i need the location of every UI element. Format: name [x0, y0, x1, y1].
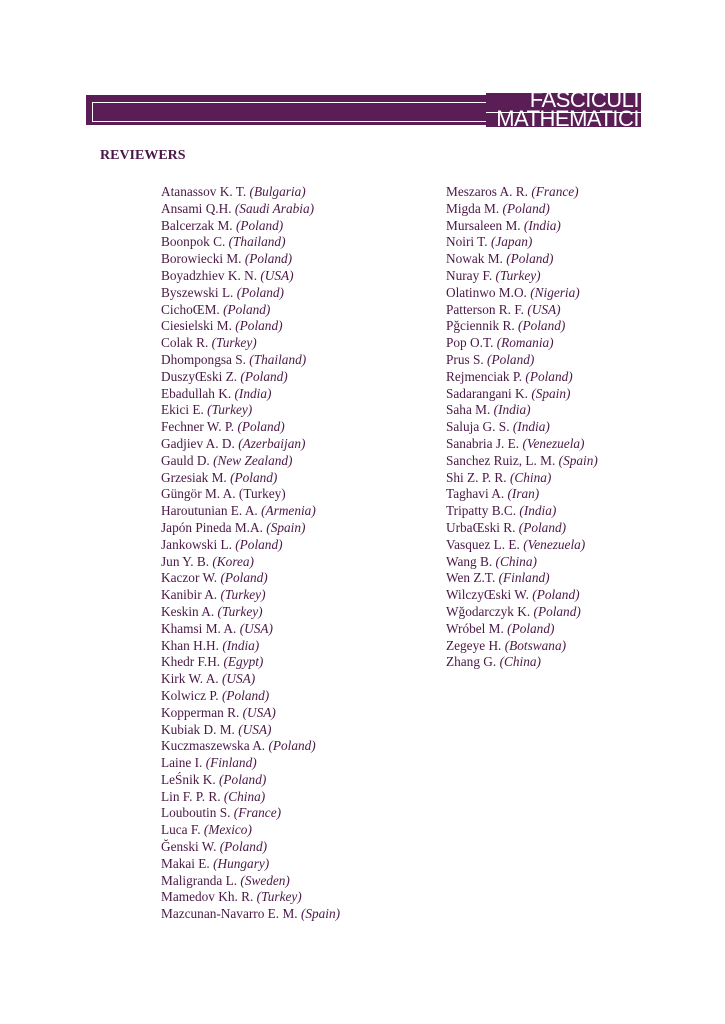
reviewer-country: (Venezuela): [523, 536, 586, 552]
reviewer-entry: [161, 436, 340, 453]
banner-inner-frame: [92, 102, 517, 122]
reviewer-name: Wğodarczyk K.: [446, 603, 531, 619]
reviewer-name: Sadarangani K.: [446, 385, 528, 401]
reviewer-country: (Japan): [490, 234, 533, 250]
reviewer-entry: [161, 604, 340, 621]
reviewer-entry: [446, 251, 598, 268]
reviewer-country: (India): [519, 503, 557, 519]
reviewer-entry: [161, 738, 340, 755]
reviewer-name: Boonpok C.: [161, 234, 226, 250]
reviewer-name: Taghavi A.: [446, 486, 505, 502]
reviewer-entry: [161, 268, 340, 285]
reviewer-name: Kirk W. A.: [161, 671, 219, 687]
reviewer-entry: [161, 638, 340, 655]
reviewer-name: Ciesielski M.: [161, 318, 232, 334]
reviewer-country: (Azerbaijan): [238, 435, 306, 451]
reviewer-name: Maligranda L.: [161, 872, 238, 888]
reviewer-name: Wang B.: [446, 553, 493, 569]
journal-logo: [486, 87, 641, 131]
reviewer-country: (USA): [238, 721, 272, 737]
reviewer-name: Mazcunan-Navarro E. M.: [161, 906, 298, 922]
reviewer-entry: [161, 335, 340, 352]
reviewer-country: (Spain): [558, 452, 598, 468]
reviewer-name: Tripatty B.C.: [446, 503, 517, 519]
reviewer-name: Keskin A.: [161, 603, 215, 619]
reviewer-name: Ekici E.: [161, 402, 204, 418]
reviewer-country: (Spain): [531, 385, 571, 401]
reviewer-name: Jun Y. B.: [161, 553, 210, 569]
reviewer-name: Kolwicz P.: [161, 687, 219, 703]
reviewer-country: (Korea): [212, 553, 254, 569]
reviewer-entry: [161, 873, 340, 890]
reviewer-name: Saha M.: [446, 402, 491, 418]
reviewer-entry: [161, 503, 340, 520]
reviewer-country: (Poland): [220, 570, 268, 586]
reviewer-country: (USA): [239, 620, 273, 636]
reviewer-name: Ansami Q.H.: [161, 200, 232, 216]
reviewer-country: (Poland): [235, 318, 283, 334]
reviewer-entry: [161, 805, 340, 822]
reviewer-entry: [161, 386, 340, 403]
reviewer-country: (Poland): [525, 368, 573, 384]
reviewer-entry: [161, 218, 340, 235]
reviewer-name: Meszaros A. R.: [446, 184, 528, 199]
reviewer-country: (Mexico): [203, 822, 252, 838]
reviewer-entry: [161, 486, 340, 503]
reviewer-entry: [446, 201, 598, 218]
reviewer-country: (China): [499, 654, 541, 670]
reviewer-entry: [161, 587, 340, 604]
reviewer-name: Migda M.: [446, 200, 500, 216]
reviewer-entry: [446, 654, 598, 671]
reviewer-entry: [161, 906, 340, 923]
reviewer-entry: [161, 537, 340, 554]
reviewer-entry: [446, 218, 598, 235]
reviewer-country: (Poland): [506, 251, 554, 267]
reviewer-entry: [161, 755, 340, 772]
reviewer-entry: [161, 789, 340, 806]
reviewer-country: (Poland): [502, 200, 550, 216]
reviewer-country: (Turkey): [207, 402, 253, 418]
reviewer-entry: [161, 839, 340, 856]
reviewer-entry: [446, 638, 598, 655]
reviewer-entry: [161, 234, 340, 251]
reviewer-country: (India): [512, 419, 550, 435]
reviewer-country: (Turkey): [495, 267, 541, 283]
reviewer-country: (Botswana): [504, 637, 567, 653]
reviewer-country: (Poland): [268, 738, 316, 754]
reviewer-country: (Poland): [230, 469, 278, 485]
reviewer-name: Byszewski L.: [161, 284, 234, 300]
reviewer-name: Kanibir A.: [161, 587, 218, 603]
reviewer-name: Haroutunian E. A.: [161, 503, 258, 519]
reviewer-name: Pop O.T.: [446, 335, 494, 351]
reviewer-country: (Poland): [221, 687, 270, 703]
reviewer-entry: [446, 318, 598, 335]
reviewer-name: Grzesiak M.: [161, 469, 227, 485]
reviewer-entry: [446, 184, 598, 201]
reviewer-entry: [161, 621, 340, 638]
reviewer-entry: [446, 302, 598, 319]
reviewer-name: Gadjiev A. D.: [161, 435, 235, 451]
reviewer-country: (India): [493, 402, 531, 418]
reviewer-entry: [446, 268, 598, 285]
reviewer-name: Wen Z.T.: [446, 570, 496, 586]
reviewer-country: (Saudi Arabia): [234, 200, 315, 216]
reviewer-name: Rejmenciak P.: [446, 368, 523, 384]
reviewer-country: (Poland): [532, 587, 580, 603]
reviewer-country: (Finland): [205, 755, 257, 771]
reviewer-name: LeŚnik K.: [161, 771, 216, 787]
reviewer-name: Balcerzak M.: [161, 217, 233, 233]
reviewer-country: (USA): [221, 671, 256, 687]
reviewer-country: (Nigeria): [530, 284, 580, 300]
reviewer-country: (Thailand): [249, 351, 307, 367]
reviewer-country: (New Zealand): [213, 452, 293, 468]
reviewer-name: Makai E.: [161, 855, 210, 871]
reviewer-country: (Spain): [266, 519, 306, 535]
reviewer-country: (Romania): [496, 335, 554, 351]
reviewer-entry: [161, 570, 340, 587]
reviewer-entry: [446, 520, 598, 537]
reviewer-name: Gauld D.: [161, 452, 210, 468]
reviewer-country: (Hungary): [213, 855, 270, 871]
reviewer-entry: [446, 419, 598, 436]
reviewer-name: Sanabria J. E.: [446, 435, 520, 451]
reviewer-country: (France): [233, 805, 282, 821]
reviewer-name: CichoŒM.: [161, 301, 220, 317]
reviewer-entry: [446, 587, 598, 604]
reviewer-name: Saluja G. S.: [446, 419, 510, 435]
reviewer-entry: [161, 184, 340, 201]
reviewer-entry: [446, 604, 598, 621]
reviewer-entry: [161, 520, 340, 537]
reviewer-country: (Poland): [236, 284, 284, 300]
reviewer-name: Kuczmaszewska A.: [161, 738, 266, 754]
reviewer-entry: [446, 470, 598, 487]
reviewer-name: Khan H.H.: [161, 637, 219, 653]
section-title: REVIEWERS: [100, 148, 186, 163]
reviewer-country: (Poland): [223, 301, 271, 317]
reviewer-name: Noiri T.: [446, 234, 488, 250]
reviewer-country: (India): [234, 385, 272, 401]
reviewer-name: Laine I.: [161, 755, 203, 771]
reviewer-name: Kopperman R.: [161, 704, 240, 720]
reviewer-entry: [161, 251, 340, 268]
reviewer-entry: [161, 369, 340, 386]
reviewer-name: Pğciennik R.: [446, 318, 515, 334]
reviewer-entry: [446, 234, 598, 251]
reviewer-country: (Poland): [219, 839, 268, 855]
reviewer-name: Prus S.: [446, 351, 484, 367]
reviewer-name: Dhompongsa S.: [161, 351, 246, 367]
reviewer-name: Olatinwo M.O.: [446, 284, 527, 300]
reviewers-column-right: [446, 184, 598, 671]
reviewers-column-left: [161, 184, 340, 923]
logo-line-2: MATHEMATICI: [496, 106, 639, 131]
reviewer-country: (Turkey): [217, 603, 263, 619]
reviewer-name: Nuray F.: [446, 267, 493, 283]
reviewer-entry: [161, 453, 340, 470]
reviewer-country: (Venezuela): [522, 435, 585, 451]
reviewer-country: (Turkey): [256, 889, 302, 905]
reviewer-entry: [446, 369, 598, 386]
reviewer-name: DuszyŒski Z.: [161, 368, 238, 384]
reviewer-entry: [161, 201, 340, 218]
reviewer-name: Japón Pineda M.A.: [161, 519, 263, 535]
reviewer-country: (Poland): [487, 351, 535, 367]
reviewer-country: (Poland): [533, 603, 581, 619]
reviewer-name: Shi Z. P. R.: [446, 469, 507, 485]
reviewer-name: Louboutin S.: [161, 805, 231, 821]
reviewer-name: Mursaleen M.: [446, 217, 521, 233]
reviewer-entry: [161, 671, 340, 688]
reviewer-entry: [446, 352, 598, 369]
reviewer-name: Vasquez L. E.: [446, 536, 520, 552]
reviewer-entry: [446, 402, 598, 419]
reviewer-country: (Poland): [244, 251, 293, 267]
reviewer-country: (China): [495, 553, 537, 569]
reviewer-country: (Sweden): [240, 872, 290, 888]
reviewer-name: Khamsi M. A.: [161, 620, 237, 636]
reviewer-entry: [446, 335, 598, 352]
reviewer-country: (Bulgaria): [249, 184, 306, 199]
reviewer-country: (China): [509, 469, 552, 485]
reviewer-entry: [161, 302, 340, 319]
reviewer-name: UrbaŒski R.: [446, 519, 516, 535]
reviewer-name: Zhang G.: [446, 654, 497, 670]
reviewer-entry: [161, 285, 340, 302]
reviewer-country: (Spain): [300, 906, 341, 922]
reviewer-entry: [161, 654, 340, 671]
reviewer-country: (Turkey): [220, 587, 266, 603]
reviewer-country: (Poland): [235, 217, 284, 233]
reviewer-name: Lin F. P. R.: [161, 788, 221, 804]
reviewer-country: (India): [523, 217, 561, 233]
reviewer-entry: [161, 318, 340, 335]
reviewer-name: Borowiecki M.: [161, 251, 242, 267]
reviewer-country: (Armenia): [261, 503, 316, 519]
reviewer-entry: [161, 470, 340, 487]
reviewer-name: Jankowski L.: [161, 536, 232, 552]
reviewer-country: (USA): [527, 301, 561, 317]
reviewer-country: (Poland): [219, 771, 267, 787]
reviewer-entry: [161, 822, 340, 839]
reviewer-name: Mamedov Kh. R.: [161, 889, 254, 905]
reviewer-name: Güngör M. A. (Turkey): [161, 486, 286, 502]
journal-banner: [86, 87, 641, 131]
logo-line-1: FASCICULI: [529, 87, 639, 112]
reviewer-name: Fechner W. P.: [161, 419, 235, 435]
reviewer-country: (Turkey): [211, 335, 257, 351]
reviewer-entry: [446, 621, 598, 638]
reviewer-entry: [161, 419, 340, 436]
reviewer-name: Nowak M.: [446, 251, 503, 267]
reviewer-country: (Poland): [507, 620, 555, 636]
reviewer-country: (China): [223, 788, 266, 804]
reviewer-name: WilczyŒski W.: [446, 587, 529, 603]
reviewer-entry: [446, 386, 598, 403]
reviewer-name: Kubiak D. M.: [161, 721, 235, 737]
reviewer-entry: [446, 537, 598, 554]
reviewer-entry: [446, 453, 598, 470]
reviewer-name: Zegeye H.: [446, 637, 502, 653]
reviewer-entry: [161, 688, 340, 705]
reviewer-name: Atanassov K. T.: [161, 184, 247, 199]
reviewer-country: (India): [222, 637, 260, 653]
reviewer-entry: [161, 856, 340, 873]
reviewer-entry: [161, 722, 340, 739]
reviewer-entry: [446, 486, 598, 503]
reviewer-country: (Iran): [507, 486, 540, 502]
reviewer-entry: [446, 503, 598, 520]
reviewer-name: Wróbel M.: [446, 620, 504, 636]
reviewer-name: Luca F.: [161, 822, 201, 838]
reviewer-country: (USA): [242, 704, 276, 720]
reviewer-entry: [161, 889, 340, 906]
reviewer-country: (USA): [260, 267, 294, 283]
reviewer-name: Ebadullah K.: [161, 385, 232, 401]
reviewer-name: Kaczor W.: [161, 570, 218, 586]
reviewer-country: (Poland): [240, 368, 288, 384]
reviewer-entry: [161, 554, 340, 571]
reviewer-country: (Thailand): [228, 234, 286, 250]
reviewer-entry: [161, 402, 340, 419]
reviewer-entry: [161, 352, 340, 369]
reviewer-name: Colak R.: [161, 335, 209, 351]
reviewer-country: (France): [531, 184, 579, 199]
reviewer-country: (Poland): [237, 419, 285, 435]
reviewer-name: Ğenski W.: [161, 839, 217, 855]
reviewer-country: (Poland): [518, 519, 567, 535]
reviewer-entry: [446, 554, 598, 571]
reviewer-country: (Egypt): [223, 654, 264, 670]
reviewer-name: Sanchez Ruiz, L. M.: [446, 452, 556, 468]
reviewer-country: (Poland): [518, 318, 566, 334]
reviewer-name: Patterson R. F.: [446, 301, 524, 317]
reviewer-entry: [446, 570, 598, 587]
reviewer-name: Boyadzhiev K. N.: [161, 267, 258, 283]
reviewer-entry: [161, 705, 340, 722]
reviewer-country: (Finland): [498, 570, 550, 586]
reviewer-country: (Poland): [235, 536, 283, 552]
reviewer-entry: [446, 285, 598, 302]
banner-band: [86, 95, 522, 125]
reviewer-entry: [446, 436, 598, 453]
reviewer-entry: [161, 772, 340, 789]
reviewer-name: Khedr F.H.: [161, 654, 221, 670]
